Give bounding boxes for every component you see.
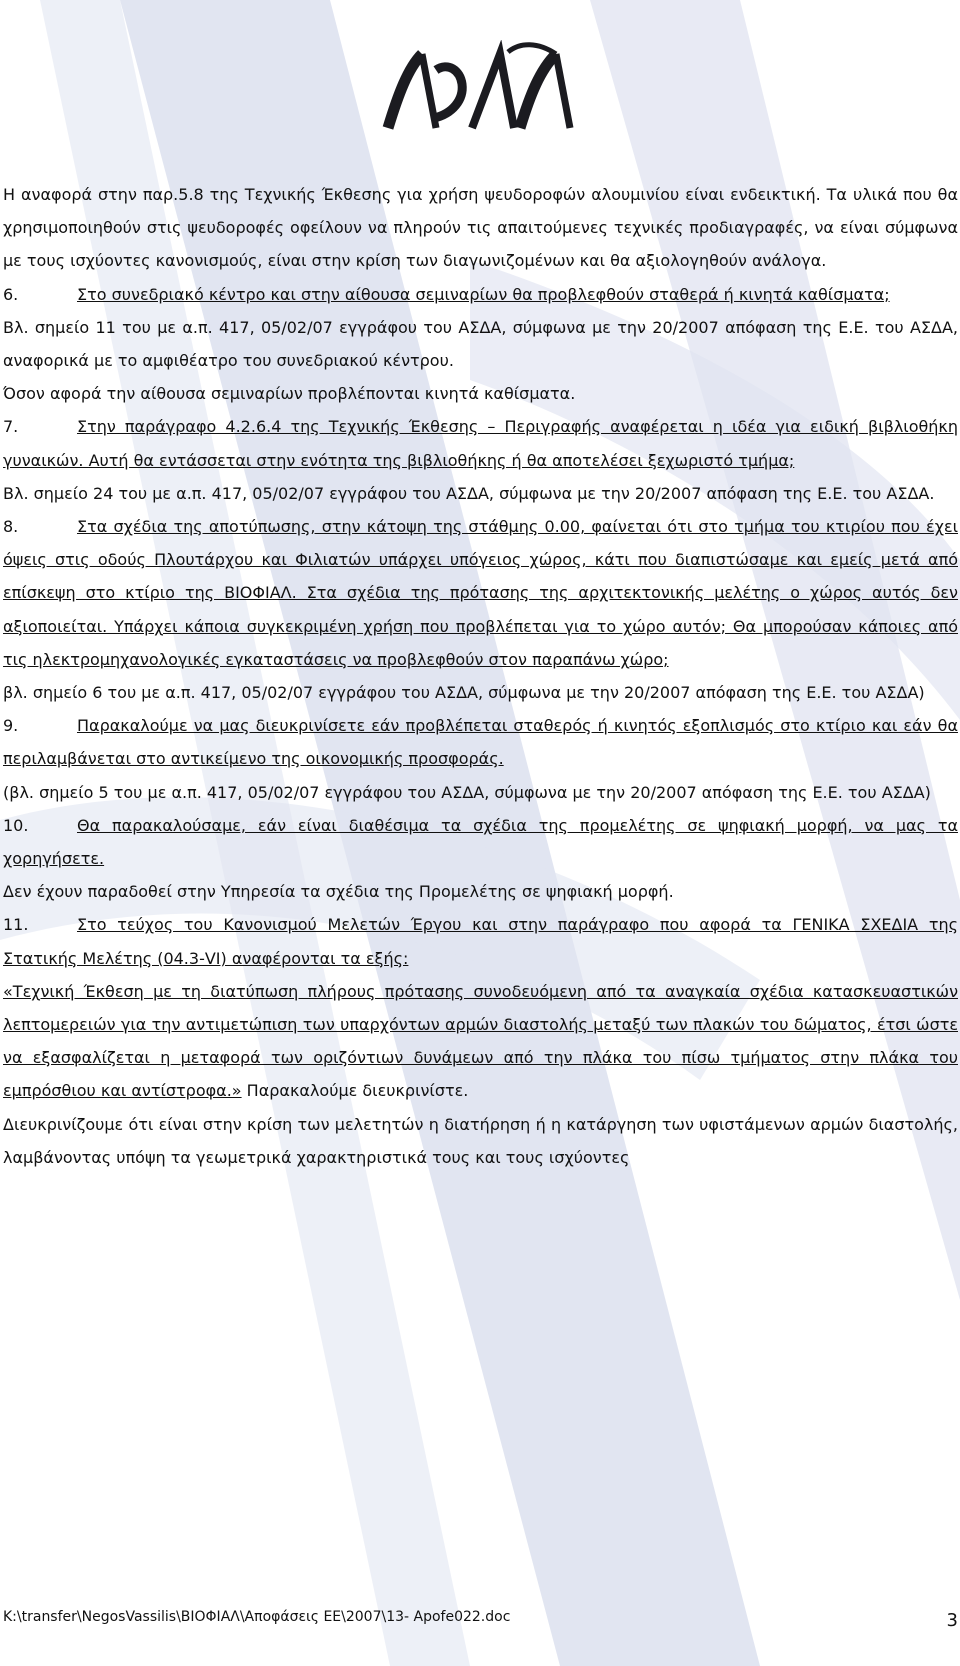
footer-file-path: K:\transfer\NegosVassilis\ΒΙΟΦΙΑΛ\Αποφάσεις ΕΕ\2007\13- Apofe022.doc (3, 1609, 511, 1625)
page-number: 3 (946, 1610, 958, 1631)
answer-9: (βλ. σημείο 5 του με α.π. 417, 05/02/07 εγγράφου του ΑΣΔΑ, σύμφωνα με την 20/2007 απόφαση της Ε.Ε. του ΑΣΔΑ) (3, 782, 931, 802)
question-10 (3, 809, 958, 875)
question-11 (3, 908, 958, 974)
question-text: Στα σχέδια της αποτύπωσης, στην κάτοψη της στάθμης 0.00, φαίνεται ότι στο τμήμα του κτιρίου που έχει όψεις στις οδούς Πλουτάρχου και Φιλιατών υπάρχει υπόγειος χώρος, κάτι που διαπιστώσαμε και εμείς μετά από επίσκεψη στο κτίριο της ΒΙΟΦΙΑΛ. Στα σχέδια της πρότασης της αρχιτεκτονικής μελέτης ο χώρος αυτός δεν αξιοποιείται. Υπάρχει κάποια συγκεκριμένη χρήση που προβλέπεται για το χώρο αυτόν; Θα μπορούσαν κάποιες από τις ηλεκτρομηχανολογικές εγκαταστάσεις να προβλεφθούν στον παραπάνω χώρο; (3, 517, 958, 669)
question-6 (3, 278, 958, 311)
item-number: 9. (3, 716, 19, 736)
quote-tail: Παρακαλούμε διευκρινίστε. (241, 1081, 469, 1101)
item-number: 8. (3, 517, 19, 537)
answer-11: Διευκρινίζουμε ότι είναι στην κρίση των μελετητών η διατήρηση ή η κατάργηση των υφιστάμενων αρμών διαστολής, λαμβάνοντας υπόψη τα γεωμετρικά χαρακτηριστικά τους και τους ισχύοντες (3, 1114, 958, 1167)
answer-7: Βλ. σημείο 24 του με α.π. 417, 05/02/07 εγγράφου του ΑΣΔΑ, σύμφωνα με την 20/2007 απόφαση της Ε.Ε. του ΑΣΔΑ. (3, 483, 935, 503)
item-number: 7. (3, 417, 19, 437)
question-8 (3, 510, 958, 676)
item-number: 10. (3, 815, 29, 835)
question-7 (3, 410, 958, 476)
question-text: Στην παράγραφο 4.2.6.4 της Τεχνικής Έκθεσης – Περιγραφής αναφέρεται η ιδέα για ειδική βιβλιοθήκη γυναικών. Αυτή θα εντάσσεται στην ενότητα της βιβλιοθήκης ή θα αποτελέσει ξεχωριστό τμήμα; (3, 417, 958, 470)
item-number: 11. (3, 915, 29, 935)
quoted-text (3, 975, 958, 1108)
question-text: Παρακαλούμε να μας διευκρινίσετε εάν προβλέπεται σταθερός ή κινητός εξοπλισμός στο κτίριο και εάν θα περιλαμβάνεται στο αντικείμενο της οικονομικής προσφοράς. (3, 716, 958, 769)
item-number: 6. (3, 284, 19, 304)
quote: «Τεχνική Έκθεση με τη διατύπωση πλήρους πρότασης συνοδευόμενη από τα αναγκαία σχέδια κατασκευαστικών λεπτομερειών για την αντιμετώπιση των υπαρχόντων αρμών διαστολής μεταξύ των πλακών του δώματος, έτσι ώστε να εξασφαλίζεται η μεταφορά των οριζόντιων δυνάμεων από την πλάκα του πίσω τμήματος στην πλάκα του εμπρόσθιου και αντίστροφα.» (3, 981, 958, 1101)
paragraph-intro: Η αναφορά στην παρ.5.8 της Τεχνικής Έκθεσης για χρήση ψευδοροφών αλουμινίου είναι ενδεικτική. Τα υλικά που θα χρησιμοποιηθούν στις ψευδοροφές οφείλουν να πληρούν τις απαιτούμενες τεχνικές προδιαγραφές, να είναι σύμφωνα με τους ισχύοντες κανονισμούς, είναι στην κρίση των διαγωνιζομένων και θα αξιολογηθούν ανάλογα. (3, 185, 958, 271)
answer-10: Δεν έχουν παραδοθεί στην Υπηρεσία τα σχέδια της Προμελέτης σε ψηφιακή μορφή. (3, 882, 674, 902)
question-text: Θα παρακαλούσαμε, εάν είναι διαθέσιμα τα σχέδια της προμελέτης σε ψηφιακή μορφή, να μας τα χορηγήσετε. (3, 815, 958, 869)
document-body (3, 178, 958, 1174)
asda-logo (380, 40, 580, 140)
answer-6-note: Όσον αφορά την αίθουσα σεμιναρίων προβλέπονται κινητά καθίσματα. (3, 384, 576, 404)
answer-8: βλ. σημείο 6 του με α.π. 417, 05/02/07 εγγράφου του ΑΣΔΑ, σύμφωνα με την 20/2007 απόφαση της Ε.Ε. του ΑΣΔΑ) (3, 683, 925, 703)
question-9 (3, 709, 958, 775)
question-text: Στο συνεδριακό κέντρο και στην αίθουσα σεμιναρίων θα προβλεφθούν σταθερά ή κινητά καθίσματα; (77, 284, 890, 304)
answer-6: Βλ. σημείο 11 του με α.π. 417, 05/02/07 εγγράφου του ΑΣΔΑ, σύμφωνα με την 20/2007 απόφαση της Ε.Ε. του ΑΣΔΑ, αναφορικά με το αμφιθέατρο του συνεδριακού κέντρου. (3, 317, 958, 371)
question-text: Στο τεύχος του Κανονισμού Μελετών Έργου και στην παράγραφο που αφορά τα ΓΕΝΙΚΑ ΣΧΕΔΙΑ της Στατικής Μελέτης (04.3-VI) αναφέρονται τα εξής: (3, 915, 958, 968)
